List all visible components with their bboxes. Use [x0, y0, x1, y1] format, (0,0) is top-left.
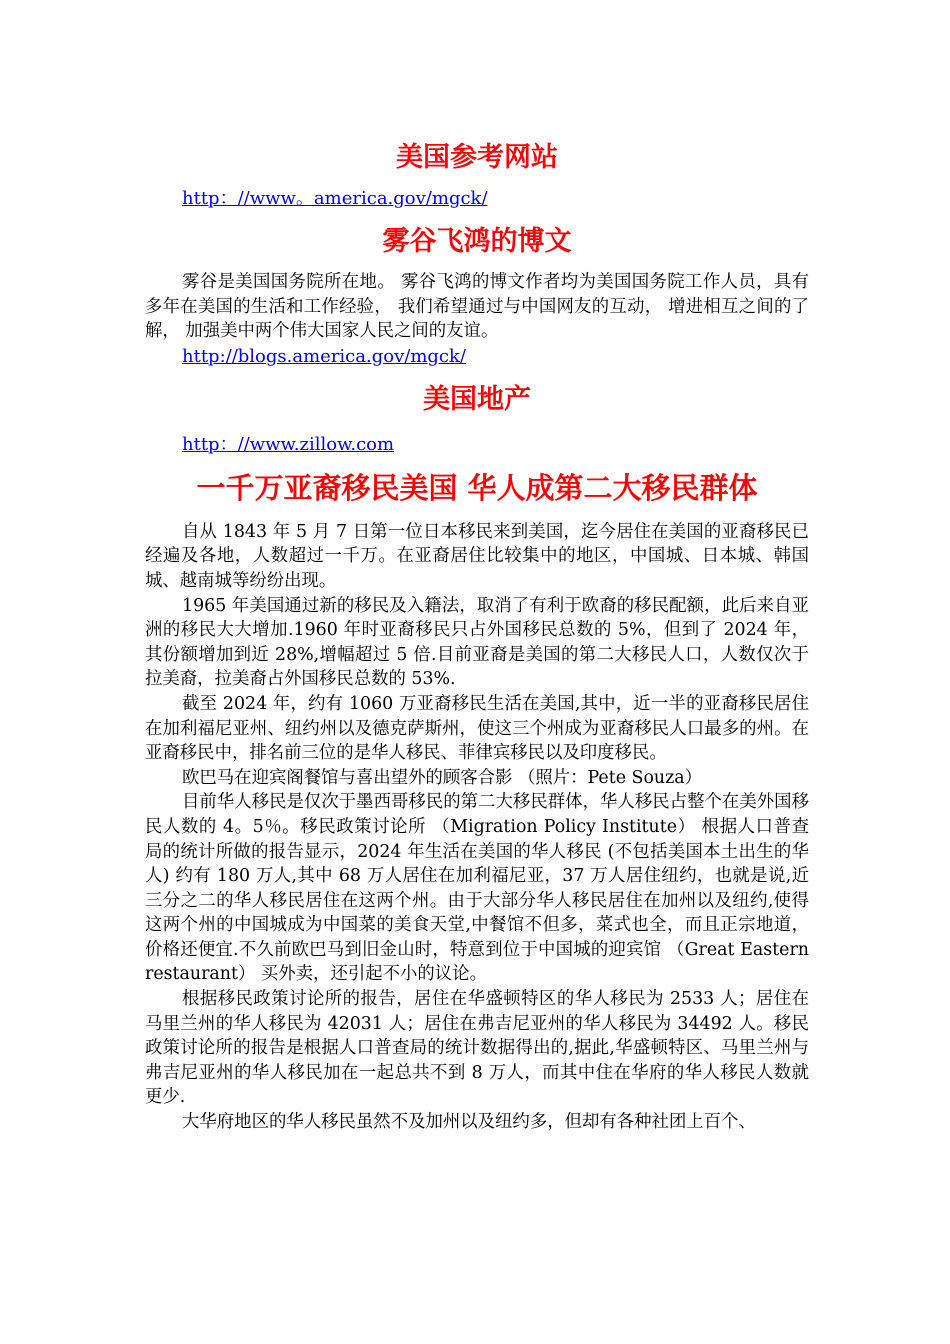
article-paragraph: 根据移民政策讨论所的报告，居住在华盛顿特区的华人移民为 2533 人；居住在马里兰州的华人移民为 42031 人；居住在弗吉尼亚州的华人移民为 34492 人。移民政策讨论所的报告是根据人口普查局的统计数据得出的,据此,华盛顿特区、马里兰州与弗吉尼亚州的华人移民加在一起总共不到 8 万人，而其中住在华府的华人移民人数就更少. — [145, 989, 809, 1108]
section-title-us-real-estate: 美国地产 — [423, 383, 531, 415]
section-title-reference-sites: 美国参考网站 — [396, 142, 558, 173]
zillow-link[interactable]: http：//www.zillow.com — [182, 433, 395, 455]
article-paragraph: 自从 1843 年 5 月 7 日第一位日本移民来到美国，迄今居住在美国的亚裔移民已经遍及各地，人数超过一千万。在亚裔居住比较集中的地区，中国城、日本城、韩国城、越南城等纷纷出现。 — [145, 521, 809, 591]
section-title-foggy-bottom-blog: 雾谷飞鸿的博文 — [382, 226, 572, 257]
america-gov-link[interactable]: http：//www。america.gov/mgck/ — [182, 188, 488, 209]
article-paragraph: 大华府地区的华人移民虽然不及加州以及纽约多，但却有各种社团上百个、 — [182, 1112, 756, 1133]
article-title: 一千万亚裔移民美国 华人成第二大移民群体 — [196, 470, 758, 505]
article-paragraph: 截至 2024 年，约有 1060 万亚裔移民生活在美国,其中，近一半的亚裔移民居住在加利福尼亚州、纽约州以及德克萨斯州，使这三个州成为亚裔移民人口最多的州。在亚裔移民中，排名前三位的是华人移民、菲律宾移民以及印度移民。 — [145, 693, 809, 764]
article-paragraph: 目前华人移民是仅次于墨西哥移民的第二大移民群体，华人移民占整个在美外国移民人数的 4。5％。移民政策讨论所 （Migration Policy Institute） 根据人口普查局的统计所做的报告显示，2024 年生活在美国的华人移民 (不包括美国本土出生的华人) 约有 180 万人,其中 68 万人居住在加利福尼亚，37 万人居住纽约，也就是说,近三分之二的华人移民居住在这两个州。由于大部分华人移民居住在加州以及纽约,使得这两个州的中国城成为中国菜的美食天堂,中餐馆不但多，菜式也全，而且正宗地道，价格还便宜.不久前欧巴马到旧金山时，特意到位于中国城的迎宾馆 （Great Eastern restaurant） 买外卖，还引起不小的议论。 — [145, 792, 809, 985]
article-paragraph: 1965 年美国通过新的移民及入籍法，取消了有利于欧裔的移民配额，此后来自亚洲的移民大大增加.1960 年时亚裔移民只占外国移民总数的 5%，但到了 2024 年，其份额增加到近 28%,增幅超过 5 倍.目前亚裔是美国的第二大移民人口，人数仅次于拉美裔，拉美裔占外国移民总数的 53%. — [145, 595, 809, 690]
photo-caption: 欧巴马在迎宾阁餐馆与喜出望外的顾客合影 （照片：Pete Souza） — [182, 767, 703, 788]
real-estate-link-line — [145, 432, 809, 458]
document-content — [145, 138, 809, 1135]
blog-link-line — [145, 344, 809, 370]
blogs-america-gov-link[interactable]: http://blogs.america.gov/mgck/ — [182, 345, 466, 367]
blog-intro-paragraph: 雾谷是美国国务院所在地。 雾谷飞鸿的博文作者均为美国国务院工作人员，具有多年在美国的生活和工作经验， 我们希望通过与中国网友的互动， 增进相互之间的了解， 加强美中两个伟大国家人民之间的友谊。 — [145, 272, 809, 342]
reference-site-link-line — [145, 186, 809, 212]
